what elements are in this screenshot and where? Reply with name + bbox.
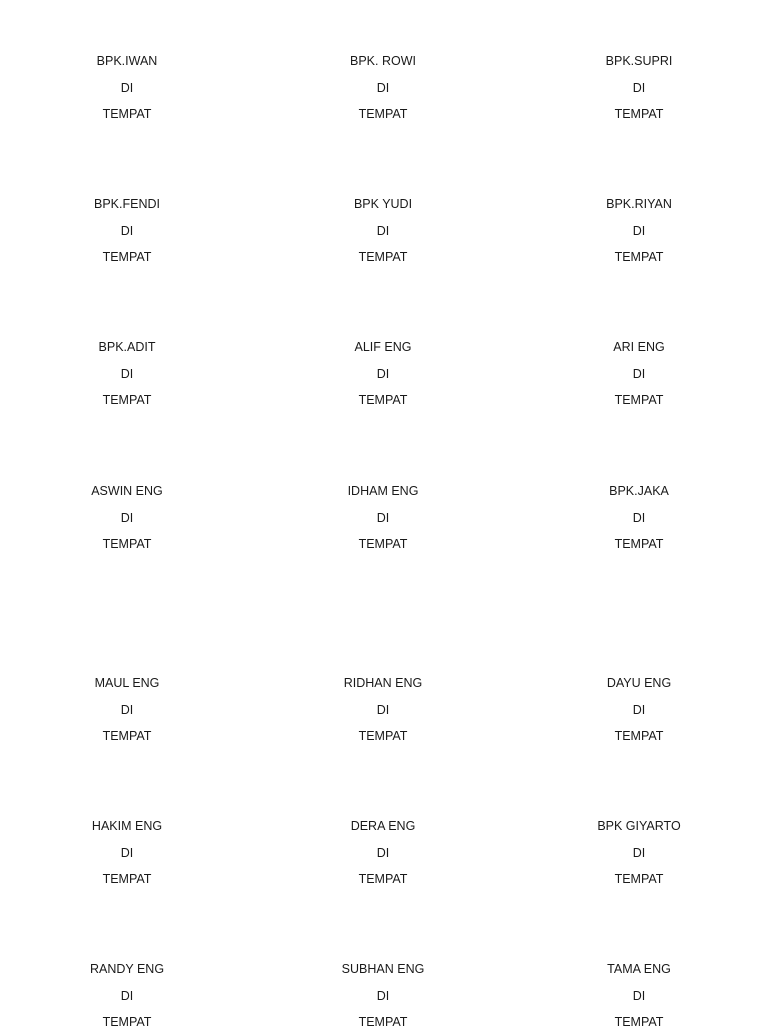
recipient-name: BPK YUDI: [353, 197, 413, 211]
address-label: [263, 340, 503, 407]
recipient-name: BPK.FENDI: [94, 197, 160, 211]
address-label: [263, 54, 503, 121]
recipient-name: TAMA ENG: [607, 962, 671, 976]
address-label: [7, 676, 247, 743]
recipient-name: RANDY ENG: [89, 962, 165, 976]
address-label: [519, 962, 759, 1029]
address-line-di: DI: [376, 510, 390, 525]
address-line-tempat: TEMPAT: [102, 250, 152, 264]
recipient-name: ALIF ENG: [354, 340, 412, 354]
recipient-name: SUBHAN ENG: [341, 962, 425, 976]
address-label: [519, 340, 759, 407]
address-line-tempat: TEMPAT: [614, 537, 664, 551]
address-line-di: DI: [632, 366, 646, 381]
address-label: [519, 819, 759, 886]
address-label: [7, 197, 247, 264]
address-line-di: DI: [120, 845, 134, 860]
address-label: [7, 819, 247, 886]
recipient-name: DERA ENG: [350, 819, 416, 833]
address-line-di: DI: [120, 223, 134, 238]
address-line-di: DI: [376, 223, 390, 238]
address-line-tempat: TEMPAT: [102, 1015, 152, 1029]
address-line-tempat: TEMPAT: [102, 393, 152, 407]
address-line-tempat: TEMPAT: [102, 107, 152, 121]
address-line-tempat: TEMPAT: [358, 393, 408, 407]
address-line-di: DI: [120, 988, 134, 1003]
address-line-tempat: TEMPAT: [614, 729, 664, 743]
address-label: [7, 54, 247, 121]
recipient-name: ARI ENG: [613, 340, 665, 354]
recipient-name: DAYU ENG: [606, 676, 672, 690]
address-line-tempat: TEMPAT: [358, 729, 408, 743]
address-line-di: DI: [632, 702, 646, 717]
address-line-tempat: TEMPAT: [358, 1015, 408, 1029]
address-line-di: DI: [120, 702, 134, 717]
address-line-tempat: TEMPAT: [614, 250, 664, 264]
address-line-tempat: TEMPAT: [358, 537, 408, 551]
address-line-di: DI: [120, 366, 134, 381]
address-label: [263, 962, 503, 1029]
address-line-di: DI: [120, 80, 134, 95]
address-line-di: DI: [632, 845, 646, 860]
address-label: [7, 962, 247, 1029]
address-label: [519, 676, 759, 743]
recipient-name: BPK.ADIT: [98, 340, 156, 354]
recipient-name: RIDHAN ENG: [343, 676, 423, 690]
address-label: [519, 197, 759, 264]
address-line-di: DI: [376, 988, 390, 1003]
address-line-di: DI: [632, 510, 646, 525]
address-line-di: DI: [376, 845, 390, 860]
address-line-tempat: TEMPAT: [102, 729, 152, 743]
recipient-name: BPK GIYARTO: [597, 819, 681, 833]
address-label: [263, 676, 503, 743]
address-line-di: DI: [376, 702, 390, 717]
recipient-name: ASWIN ENG: [91, 484, 163, 498]
address-line-di: DI: [376, 366, 390, 381]
address-line-tempat: TEMPAT: [614, 107, 664, 121]
recipient-name: BPK.JAKA: [609, 484, 669, 498]
address-line-tempat: TEMPAT: [614, 393, 664, 407]
recipient-name: MAUL ENG: [94, 676, 160, 690]
address-label: [263, 197, 503, 264]
address-label: [263, 484, 503, 551]
address-label: [7, 484, 247, 551]
address-line-di: DI: [632, 223, 646, 238]
address-line-tempat: TEMPAT: [358, 872, 408, 886]
address-label: [519, 484, 759, 551]
recipient-name: BPK.RIYAN: [606, 197, 672, 211]
recipient-name: BPK.SUPRI: [605, 54, 673, 68]
address-line-tempat: TEMPAT: [614, 1015, 664, 1029]
recipient-name: BPK. ROWI: [350, 54, 416, 68]
address-label: [519, 54, 759, 121]
address-line-tempat: TEMPAT: [102, 872, 152, 886]
recipient-name: IDHAM ENG: [347, 484, 419, 498]
address-line-tempat: TEMPAT: [614, 872, 664, 886]
address-line-di: DI: [376, 80, 390, 95]
recipient-name: BPK.IWAN: [96, 54, 158, 68]
address-line-di: DI: [120, 510, 134, 525]
address-line-di: DI: [632, 988, 646, 1003]
address-line-tempat: TEMPAT: [358, 250, 408, 264]
address-line-tempat: TEMPAT: [102, 537, 152, 551]
address-line-di: DI: [632, 80, 646, 95]
recipient-name: HAKIM ENG: [91, 819, 163, 833]
address-label: [7, 340, 247, 407]
address-label: [263, 819, 503, 886]
address-line-tempat: TEMPAT: [358, 107, 408, 121]
